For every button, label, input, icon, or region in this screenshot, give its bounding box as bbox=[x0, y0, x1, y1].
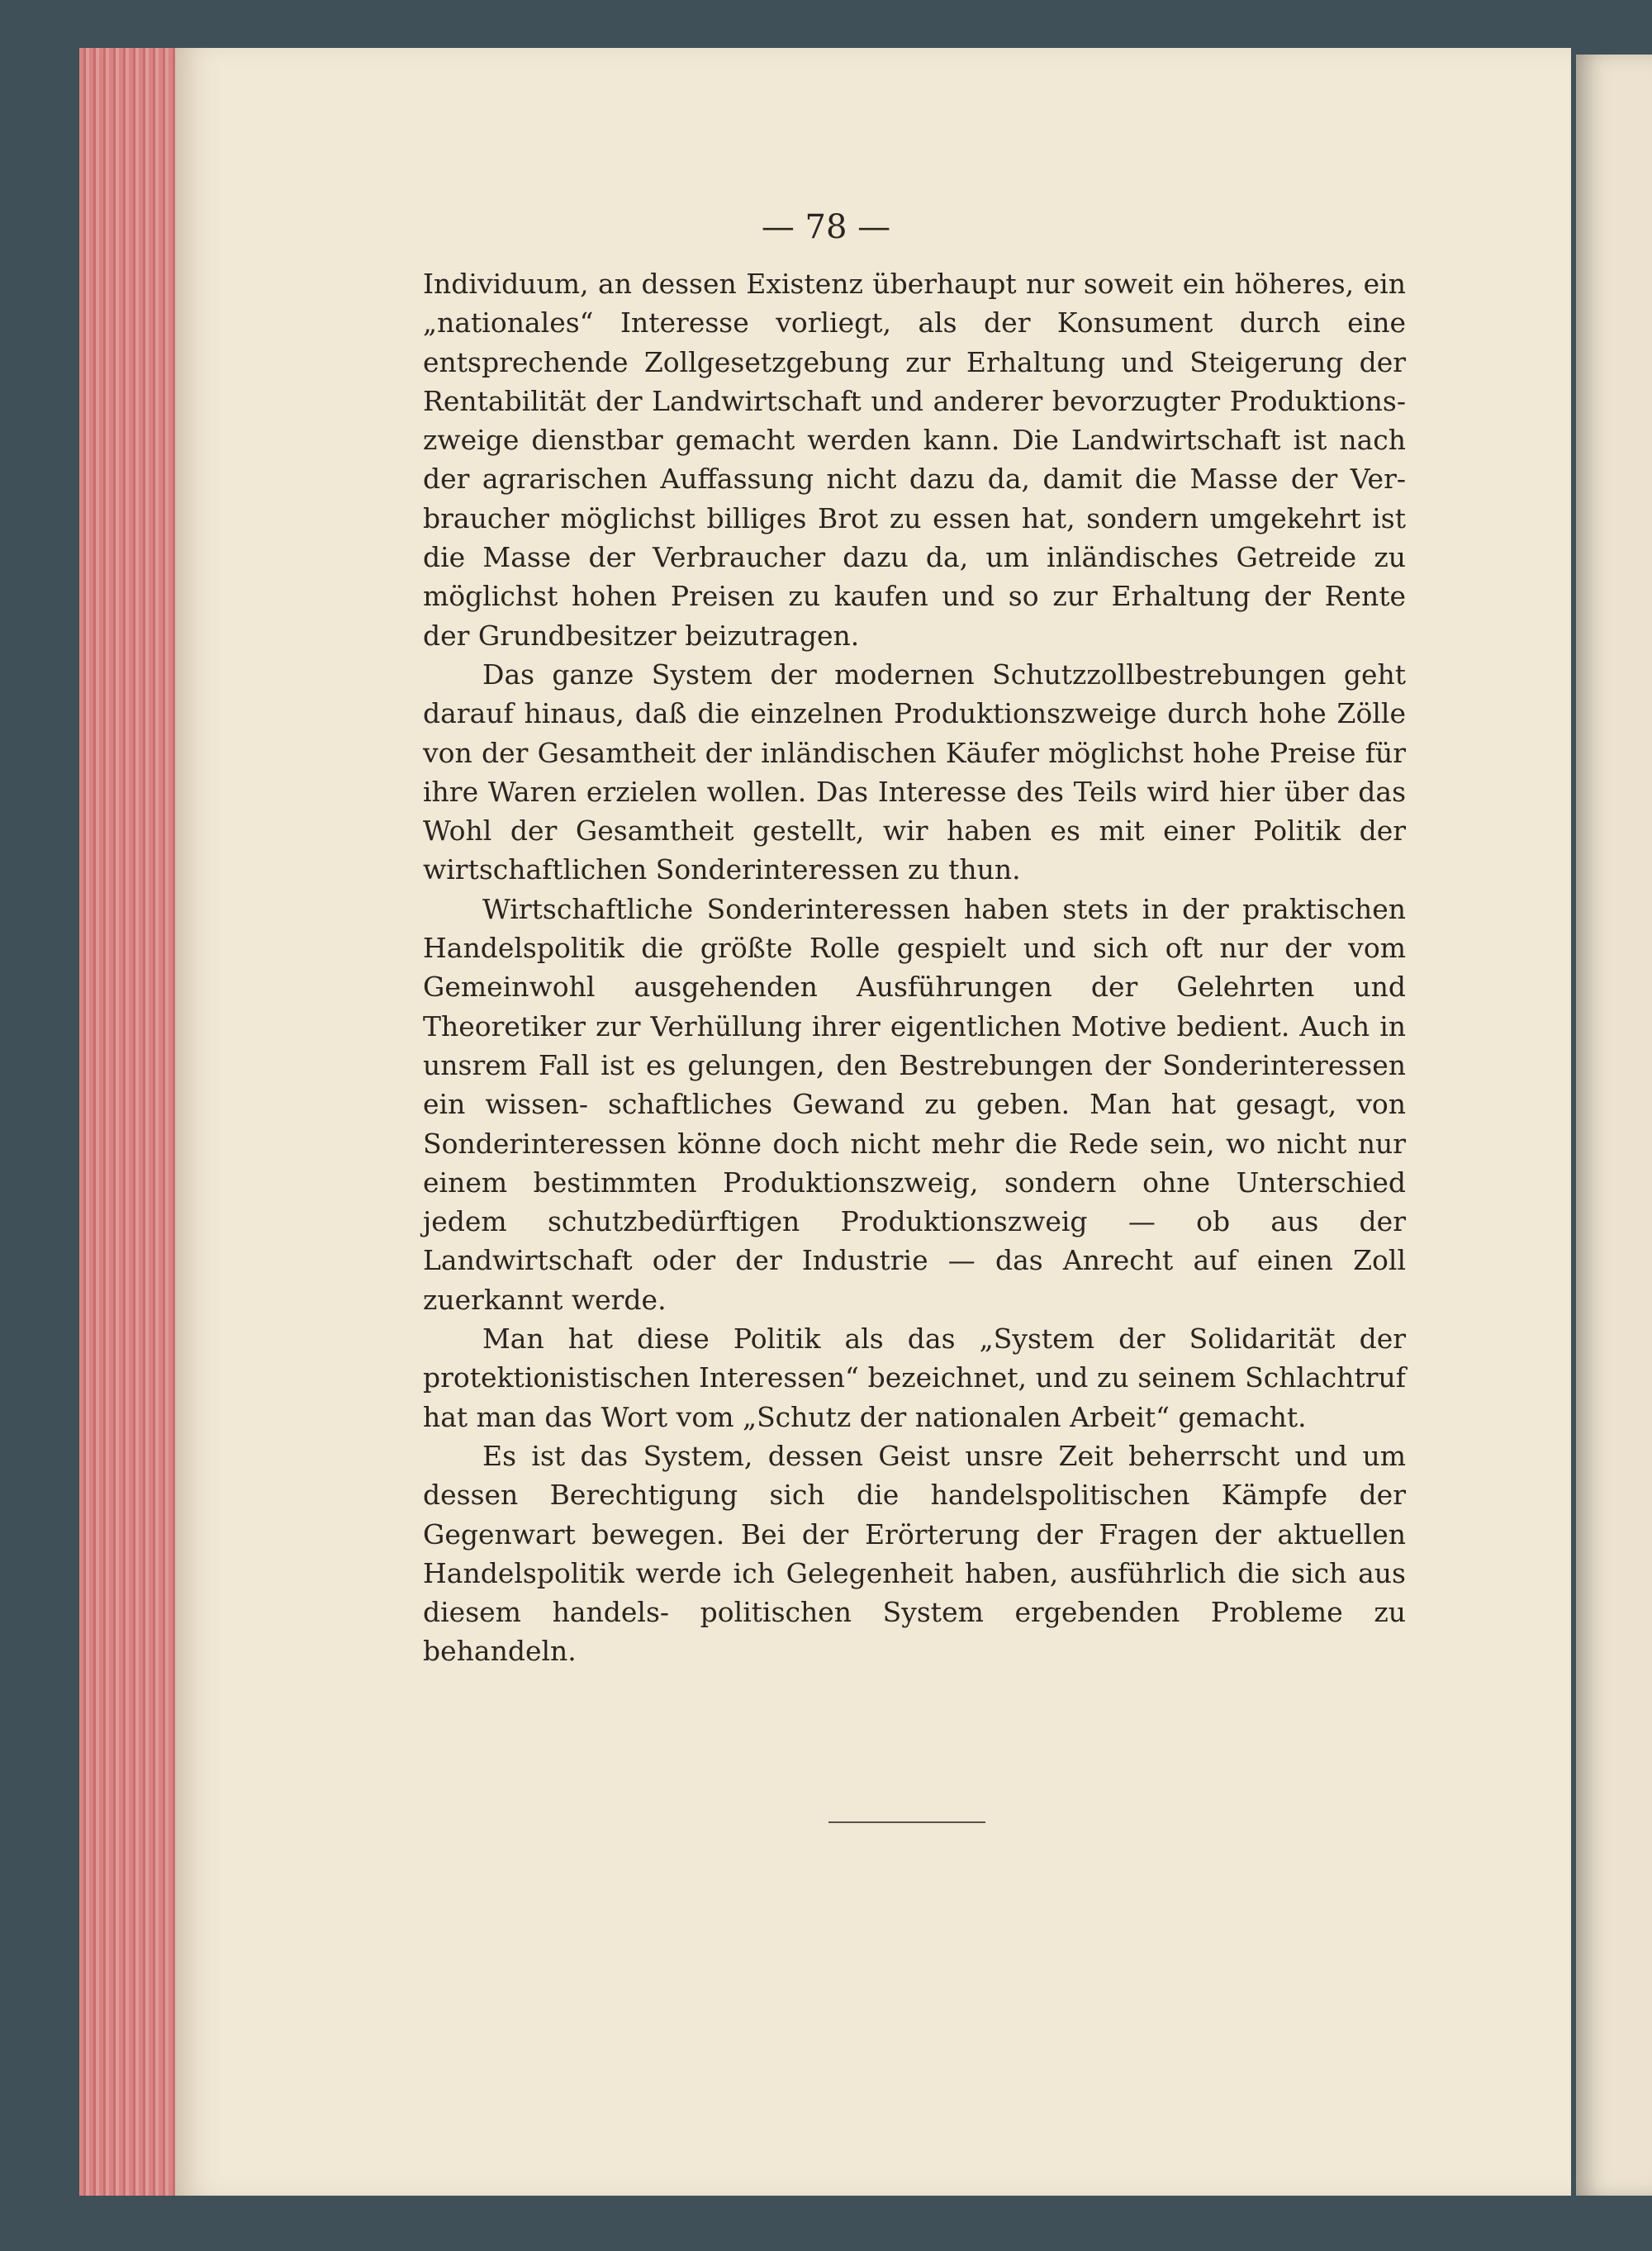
facing-page-edge bbox=[1576, 55, 1652, 2196]
paragraph: Individuum, an dessen Existenz überhaupt nur soweit ein höheres, ein „nationales“ Interesse vorliegt, als der Konsument durch eine entsprechende Zollgesetzgebung zur Erhaltung und Steigerung der Rentabilität der Landwirtschaft und anderer bevorzugter Produktions- zweige dienstbar gemacht werden kann. Die Landwirtschaft ist nach der agrarischen Auffassung nicht dazu da, damit die Masse der Ver- braucher möglichst billiges Brot zu essen hat, sondern umgekehrt ist die Masse der Verbraucher dazu da, um inländisches Getreide zu möglichst hohen Preisen zu kaufen und so zur Erhaltung der Rente der Grundbesitzer beizutragen. bbox=[423, 268, 1406, 652]
body-text bbox=[423, 264, 1406, 1671]
paragraph: Man hat diese Politik als das „System der Solidarität der protektionistischen Interessen“ bezeichnet, und zu seinem Schlachtruf hat man das Wort vom „Schutz der nationalen Arbeit“ gemacht. bbox=[423, 1323, 1406, 1433]
page-edges bbox=[79, 48, 178, 2196]
closing-rule bbox=[828, 1821, 985, 1823]
page-number: — 78 — bbox=[761, 208, 891, 246]
paragraph: Es ist das System, dessen Geist unsre Zeit beherrscht und um dessen Berechtigung sich die handelspolitischen Kämpfe der Gegenwart bewegen. Bei der Erörterung der Fragen der aktuellen Handelspolitik werde ich Gelegenheit haben, ausführlich die sich aus diesem handels- politischen System ergebenden Probleme zu behandeln. bbox=[423, 1439, 1406, 1668]
paragraph: Das ganze System der modernen Schutzzollbestrebungen geht darauf hinaus, daß die einzelnen Produktionszweige durch hohe Zölle von der Gesamtheit der inländischen Käufer möglichst hohe Preise für ihre Waren erzielen wollen. Das Interesse des Teils wird hier über das Wohl der Gesamtheit gestellt, wir haben es mit einer Politik der wirtschaftlichen Sonderinteressen zu thun. bbox=[423, 658, 1406, 886]
paragraph: Wirtschaftliche Sonderinteressen haben stets in der praktischen Handelspolitik die größte Rolle gespielt und sich oft nur der vom Gemeinwohl ausgehenden Ausführungen der Gelehrten und Theoretiker zur Verhüllung ihrer eigentlichen Motive bedient. Auch in unsrem Fall ist es gelungen, den Bestrebungen der Sonderinteressen ein wissen- schaftliches Gewand zu geben. Man hat gesagt, von Sonderinteressen könne doch nicht mehr die Rede sein, wo nicht nur einem bestimmten Produktionszweig, sondern ohne Unterschied jedem schutzbedürftigen Produktionszweig — ob aus der Landwirtschaft oder der Industrie — das Anrecht auf einen Zoll zuerkannt werde. bbox=[423, 892, 1406, 1316]
